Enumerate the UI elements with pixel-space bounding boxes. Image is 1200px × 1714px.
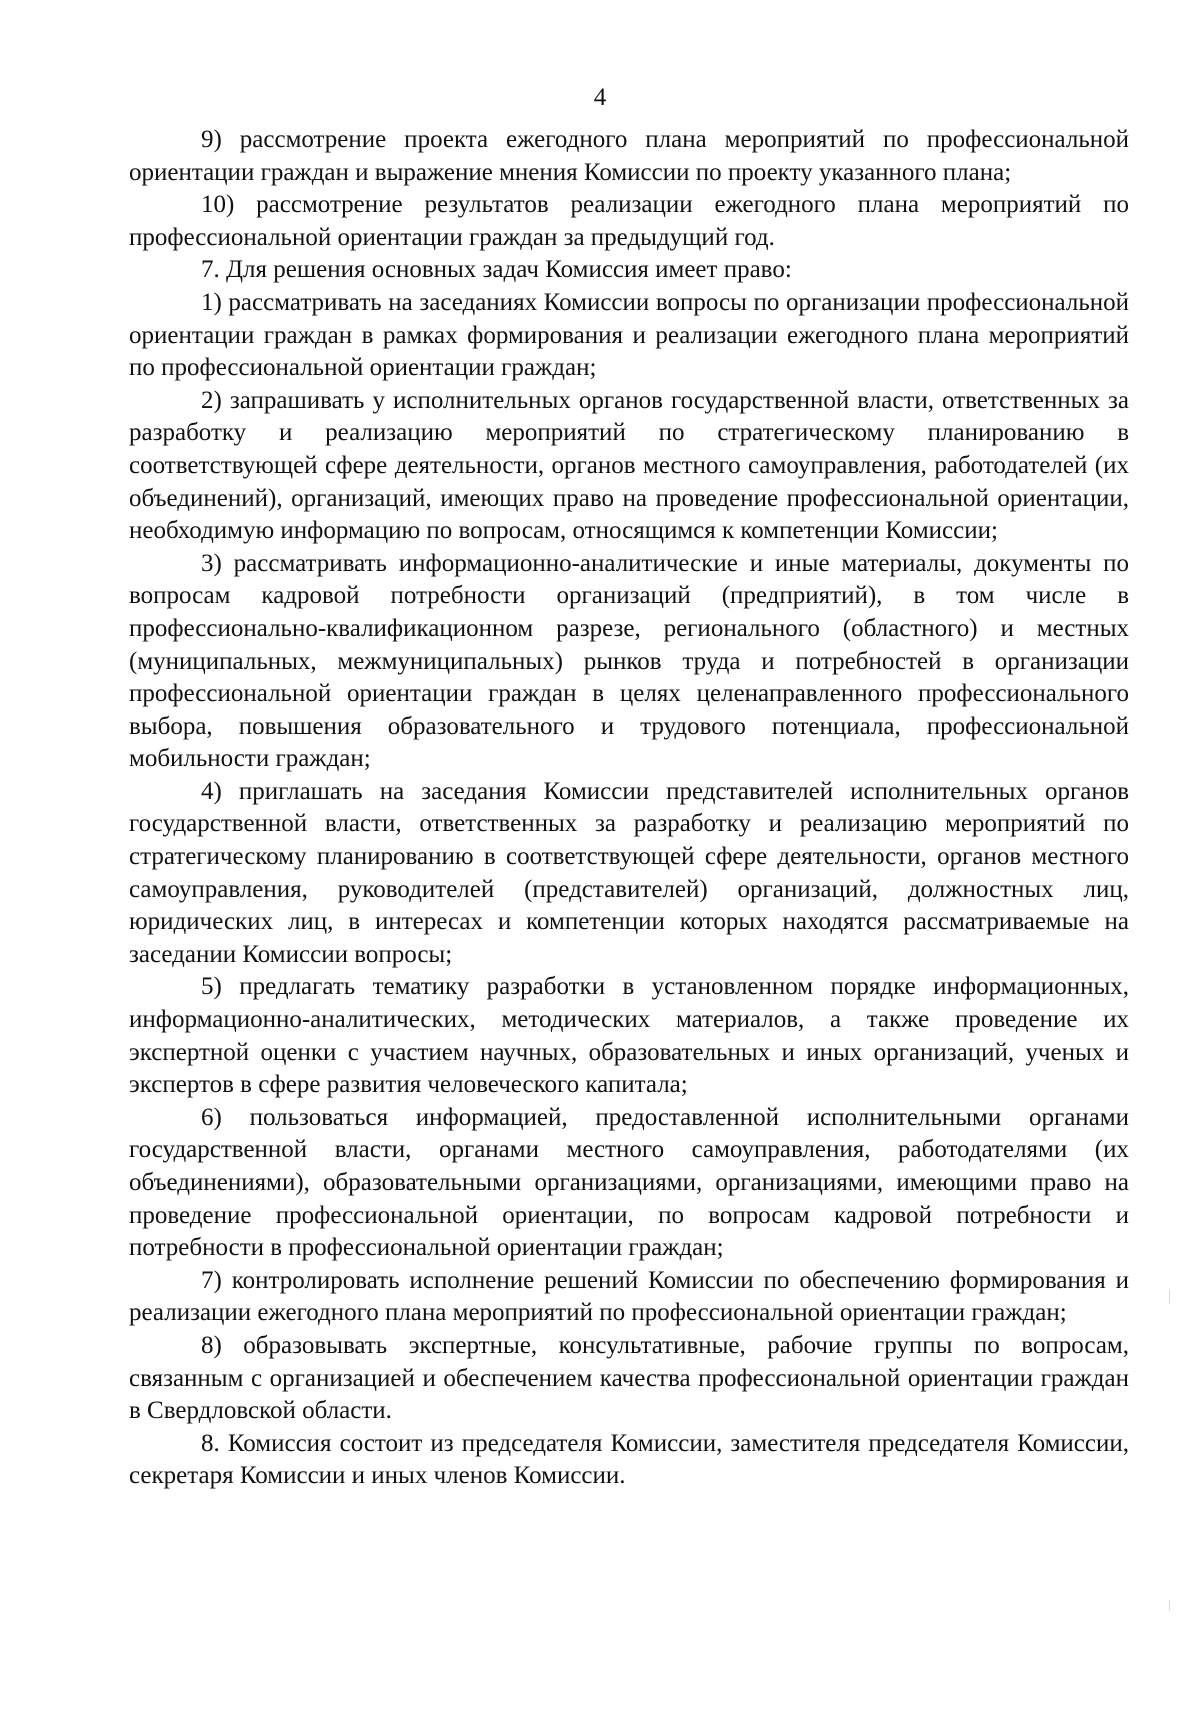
section-7-heading: 7. Для решения основных задач Комиссия имеет право: <box>201 256 792 284</box>
right-item-3: 3) рассматривать информационно-аналитические и иные материалы, документы по вопросам кадровой потребности организаций (предприятий), в том числе в профессионально-квалификационном разрезе, регионального (областного) и местных (муниципальных, межмуниципальных) рынков труда и потребностей в организации профессиональной ориентации граждан в целях целенаправленного профессионального выбора, повышения образовательного и трудового потенциала, профессиональной мобильности граждан; <box>129 549 1129 773</box>
right-item-5: 5) предлагать тематику разработки в установленном порядке информационных, информационно-аналитических, методических материалов, а также проведение их экспертной оценки с участием научных, образовательных и иных организаций, ученых и экспертов в сфере развития человеческого капитала; <box>129 973 1129 1099</box>
scan-edge-mark <box>1169 1290 1170 1304</box>
right-item-4: 4) приглашать на заседания Комиссии представителей исполнительных органов государственной власти, ответственных за разработку и реализацию мероприятий по стратегическому планированию в соответствующей сфере деятельности, органов местного самоуправления, руководителей (представителей) организаций, должностных лиц, юридических лиц, в интересах и компетенции которых находятся рассматриваемые на заседании Комиссии вопросы; <box>129 777 1129 968</box>
document-body <box>129 124 1129 1493</box>
right-item-2: 2) запрашивать у исполнительных органов государственной власти, ответственных за разработку и реализацию мероприятий по стратегическому планированию в соответствующей сфере деятельности, органов местного самоуправления, работодателей (их объединений), организаций, имеющих право на проведение профессиональной ориентации, необходимую информацию по вопросам, относящимся к компетенции Комиссии; <box>129 386 1129 545</box>
right-item-7: 7) контролировать исполнение решений Комиссии по обеспечению формирования и реализации ежегодного плана мероприятий по профессиональной ориентации граждан; <box>129 1266 1129 1327</box>
list-item-9: 9) рассмотрение проекта ежегодного плана мероприятий по профессиональной ориентации граждан и выражение мнения Комиссии по проекту указанного плана; <box>129 126 1129 186</box>
right-item-6: 6) пользоваться информацией, предоставленной исполнительными органами государственной власти, органами местного самоуправления, работодателями (их объединениями), образовательными организациями, организациями, имеющими право на проведение профессиональной ориентации, по вопросам кадровой потребности и потребности в профессиональной ориентации граждан; <box>129 1103 1129 1262</box>
page-number: 4 <box>593 84 607 111</box>
right-item-1: 1) рассматривать на заседаниях Комиссии вопросы по организации профессиональной ориентации граждан в рамках формирования и реализации ежегодного плана мероприятий по профессиональной ориентации граждан; <box>129 288 1129 382</box>
list-item-10: 10) рассмотрение результатов реализации ежегодного плана мероприятий по профессиональной ориентации граждан за предыдущий год. <box>129 191 1129 251</box>
section-8-paragraph: 8. Комиссия состоит из председателя Комиссии, заместителя председателя Комиссии, секретаря Комиссии и иных членов Комиссии. <box>129 1429 1129 1490</box>
scan-edge-mark <box>1169 1600 1170 1610</box>
right-item-8: 8) образовывать экспертные, консультативные, рабочие группы по вопросам, связанным с организацией и обеспечением качества профессиональной ориентации граждан в Свердловской области. <box>129 1331 1129 1425</box>
